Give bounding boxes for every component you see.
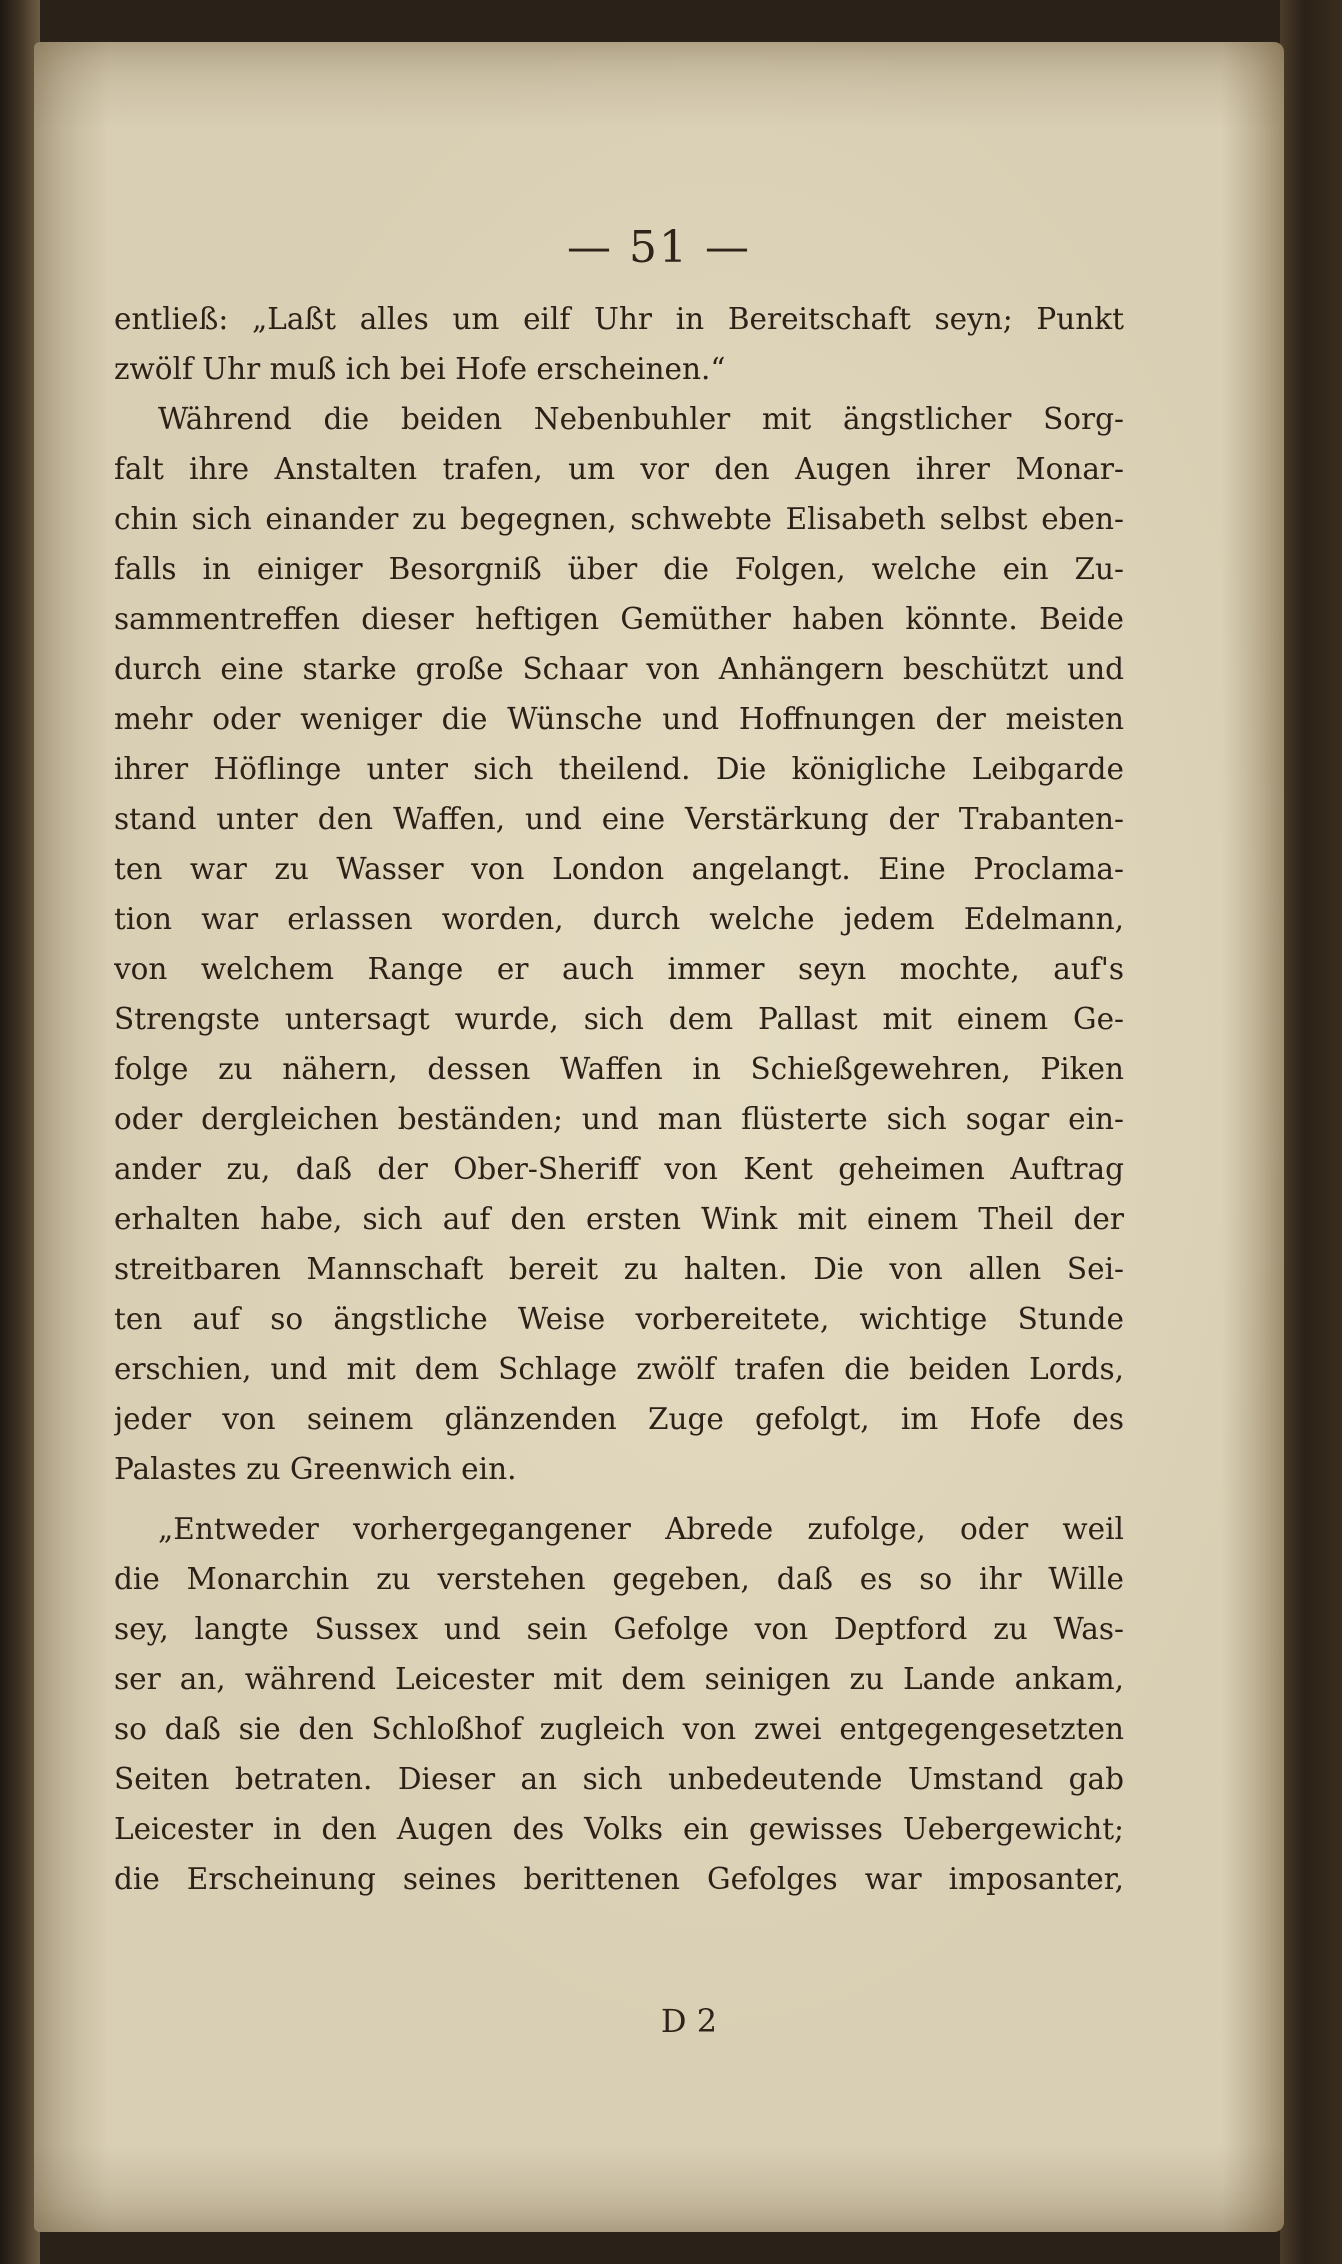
page-number: — 51 —	[567, 222, 751, 273]
text-line-10: ihrer Höflinge unter sich theilend. Die königliche Leibgarde	[114, 752, 1124, 786]
text-line-20: streitbaren Mannschaft bereit zu halten. Die von allen Sei-	[114, 1252, 1124, 1286]
text-line-23: jeder von seinem glänzenden Zuge gefolgt, im Hofe des	[114, 1402, 1124, 1436]
text-line-2: zwölf Uhr muß ich bei Hofe erscheinen.“	[114, 352, 726, 386]
book-cover-edge	[1280, 0, 1342, 2264]
text-line-18: ander zu, daß der Ober-Sheriff von Kent geheimen Auftrag	[114, 1152, 1124, 1186]
text-line-29: so daß sie den Schloßhof zugleich von zwei entgegengesetzten	[114, 1712, 1124, 1746]
text-line-6: falls in einiger Besorgniß über die Folgen, welche ein Zu-	[114, 552, 1124, 586]
text-line-25: „Entweder vorhergegangener Abrede zufolge, oder weil	[158, 1512, 1124, 1546]
text-line-27: sey, langte Sussex und sein Gefolge von Deptford zu Was-	[114, 1612, 1124, 1646]
text-line-31: Leicester in den Augen des Volks ein gewisses Uebergewicht;	[114, 1812, 1124, 1846]
text-line-17: oder dergleichen beständen; und man flüsterte sich sogar ein-	[114, 1102, 1124, 1136]
text-line-16: folge zu nähern, dessen Waffen in Schießgewehren, Piken	[114, 1052, 1124, 1086]
text-line-14: von welchem Range er auch immer seyn mochte, auf's	[114, 952, 1124, 986]
text-line-30: Seiten betraten. Dieser an sich unbedeutende Umstand gab	[114, 1762, 1124, 1796]
text-line-3: Während die beiden Nebenbuhler mit ängstlicher Sorg-	[158, 402, 1124, 436]
text-line-26: die Monarchin zu verstehen gegeben, daß es so ihr Wille	[114, 1562, 1124, 1596]
book-page	[34, 42, 1284, 2232]
text-line-22: erschien, und mit dem Schlage zwölf trafen die beiden Lords,	[114, 1352, 1124, 1386]
text-line-28: ser an, während Leicester mit dem seinigen zu Lande ankam,	[114, 1662, 1124, 1696]
text-line-1: entließ: „Laßt alles um eilf Uhr in Bereitschaft seyn; Punkt	[114, 302, 1124, 336]
text-line-11: stand unter den Waffen, und eine Verstärkung der Trabanten-	[114, 802, 1124, 836]
text-line-7: sammentreffen dieser heftigen Gemüther haben könnte. Beide	[114, 602, 1124, 636]
text-line-12: ten war zu Wasser von London angelangt. Eine Proclama-	[114, 852, 1124, 886]
text-line-24: Palastes zu Greenwich ein.	[114, 1452, 517, 1486]
text-line-13: tion war erlassen worden, durch welche jedem Edelmann,	[114, 902, 1124, 936]
text-line-9: mehr oder weniger die Wünsche und Hoffnungen der meisten	[114, 702, 1124, 736]
text-line-32: die Erscheinung seines berittenen Gefolges war imposanter,	[114, 1862, 1124, 1896]
text-line-15: Strengste untersagt wurde, sich dem Pallast mit einem Ge-	[114, 1002, 1124, 1036]
text-line-4: falt ihre Anstalten trafen, um vor den Augen ihrer Monar-	[114, 452, 1124, 486]
text-line-19: erhalten habe, sich auf den ersten Wink mit einem Theil der	[114, 1202, 1124, 1236]
body-text	[114, 294, 1124, 1904]
text-line-5: chin sich einander zu begegnen, schwebte Elisabeth selbst eben-	[114, 502, 1124, 536]
text-line-8: durch eine starke große Schaar von Anhängern beschützt und	[114, 652, 1124, 686]
printer-signature-mark: D 2	[660, 2002, 718, 2040]
text-line-21: ten auf so ängstliche Weise vorbereitete, wichtige Stunde	[114, 1302, 1124, 1336]
